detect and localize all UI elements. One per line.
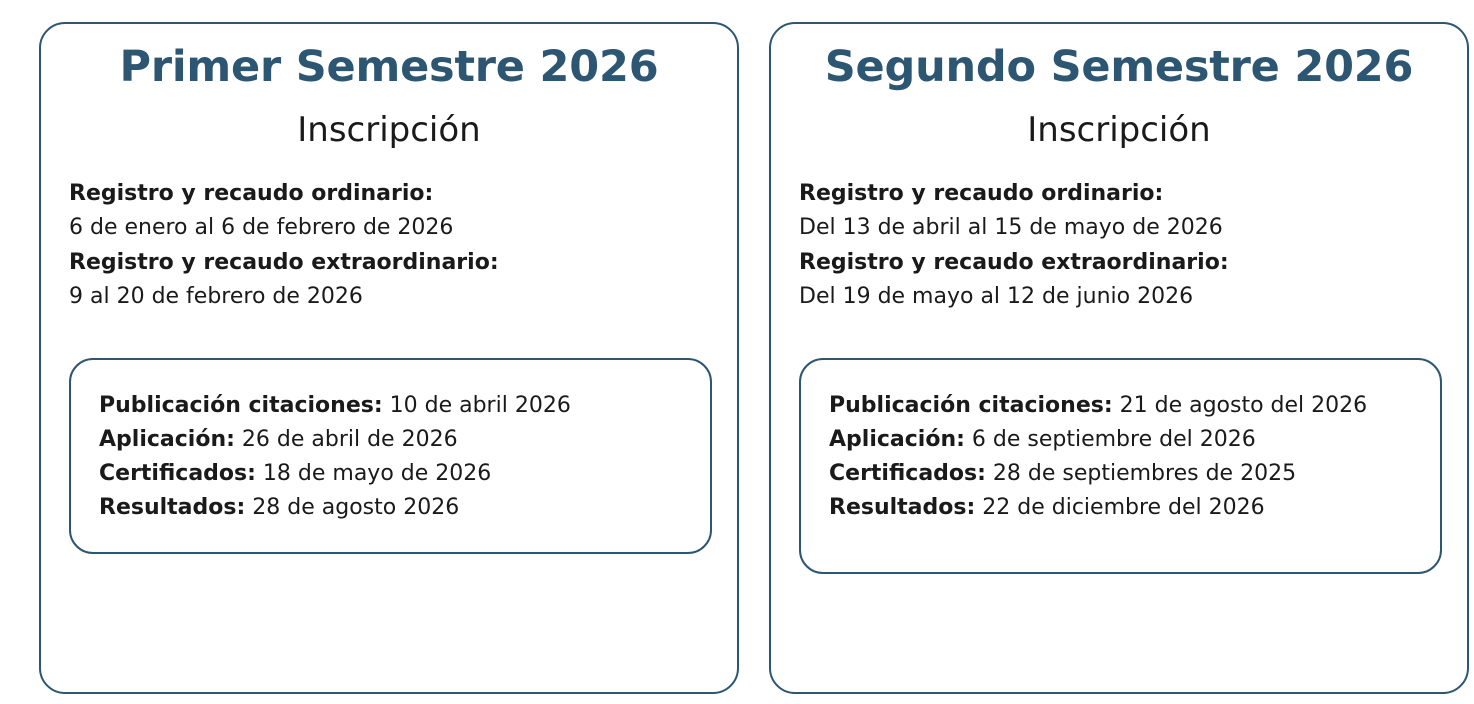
publication-value: 10 de abril 2026: [382, 393, 571, 418]
certificates-date-row: [99, 457, 571, 491]
exam-dates-list: [99, 389, 571, 525]
ordinary-registration-label: Registro y recaudo ordinario:: [69, 181, 434, 206]
certificates-label: Certificados:: [829, 461, 986, 486]
application-label: Aplicación:: [99, 427, 235, 452]
publication-date-row: [829, 389, 1367, 423]
publication-label: Publicación citaciones:: [99, 393, 383, 418]
results-date-row: [829, 491, 1367, 525]
application-label: Aplicación:: [829, 427, 965, 452]
application-value: 26 de abril de 2026: [234, 427, 458, 452]
certificates-date-row: [829, 457, 1367, 491]
exam-dates-list: [829, 389, 1367, 525]
application-date-row: [99, 423, 571, 457]
exam-dates-box: [799, 358, 1442, 574]
extraordinary-registration-dates: 9 al 20 de febrero de 2026: [69, 283, 363, 309]
ordinary-registration-dates: 6 de enero al 6 de febrero de 2026: [69, 215, 454, 241]
results-label: Resultados:: [829, 495, 976, 520]
card-subtitle: Inscripción: [297, 110, 481, 150]
second-semester-card: [769, 22, 1469, 694]
card-subtitle: Inscripción: [1027, 110, 1211, 150]
results-date-row: [99, 491, 571, 525]
card-title: Primer Semestre 2026: [119, 42, 659, 92]
extraordinary-registration-label: Registro y recaudo extraordinario:: [69, 249, 499, 275]
card-title: Segundo Semestre 2026: [824, 42, 1414, 92]
results-label: Resultados:: [99, 495, 246, 520]
registration-section: [69, 177, 499, 314]
certificates-value: 28 de septiembres de 2025: [985, 461, 1297, 486]
ordinary-registration-label: Registro y recaudo ordinario:: [799, 181, 1164, 206]
publication-value: 21 de agosto del 2026: [1112, 393, 1368, 418]
publication-date-row: [99, 389, 571, 423]
ordinary-registration-dates: Del 13 de abril al 15 de mayo de 2026: [799, 215, 1223, 241]
certificates-label: Certificados:: [99, 461, 256, 486]
extraordinary-registration-dates: Del 19 de mayo al 12 de junio 2026: [799, 283, 1194, 309]
results-value: 22 de diciembre del 2026: [975, 495, 1265, 520]
extraordinary-registration-label: Registro y recaudo extraordinario:: [799, 249, 1229, 275]
publication-label: Publicación citaciones:: [829, 393, 1113, 418]
first-semester-card: [39, 22, 739, 694]
results-value: 28 de agosto 2026: [245, 495, 460, 520]
registration-section: [799, 177, 1229, 314]
application-value: 6 de septiembre del 2026: [964, 427, 1256, 452]
certificates-value: 18 de mayo de 2026: [255, 461, 492, 486]
application-date-row: [829, 423, 1367, 457]
exam-dates-box: [69, 358, 712, 554]
